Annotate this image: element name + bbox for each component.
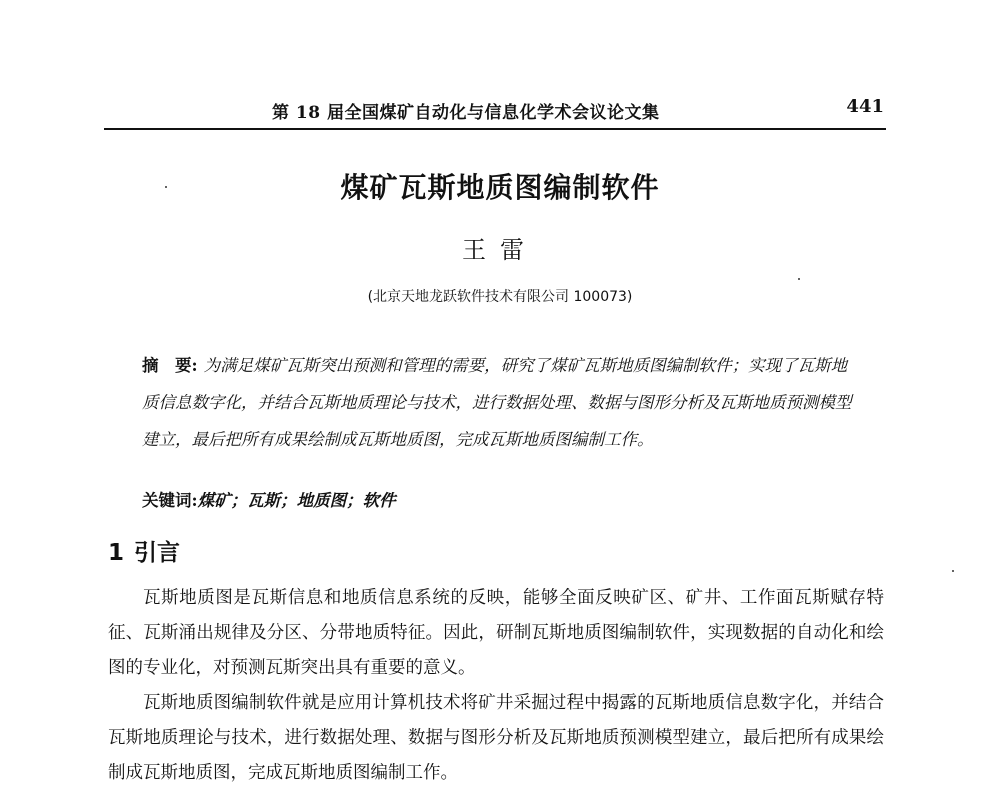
abstract-block: [142, 347, 862, 458]
running-header: [104, 94, 886, 130]
scan-speck: [798, 278, 800, 280]
keywords-text: 煤矿；瓦斯；地质图；软件: [197, 491, 396, 510]
journal-title: 第 18 届全国煤矿自动化与信息化学术会议论文集: [272, 103, 660, 123]
scan-speck: [952, 570, 954, 572]
scan-speck: [165, 186, 167, 188]
page-number: 441: [846, 96, 884, 117]
section-title: 引言: [134, 540, 181, 566]
keywords-block: [142, 487, 396, 511]
keywords-label: 关键词:: [142, 491, 198, 510]
section-heading: [108, 534, 180, 567]
abstract-text: 为满足煤矿瓦斯突出预测和管理的需要，研究了煤矿瓦斯地质图编制软件；实现了瓦斯地质信息数字化，并结合瓦斯地质理论与技术，进行数据处理、数据与图形分析及瓦斯地质预测模型建立，最后把所有成果绘制成瓦斯地质图，完成瓦斯地质图编制工作。: [142, 356, 852, 449]
abstract-label: 摘 要:: [142, 356, 198, 375]
paper-title: 煤矿瓦斯地质图编制软件: [340, 171, 660, 204]
section-number: 1: [108, 540, 125, 566]
body-paragraph: 瓦斯地质图是瓦斯信息和地质信息系统的反映，能够全面反映矿区、矿井、工作面瓦斯赋存特征、瓦斯涌出规律及分区、分带地质特征。因此，研制瓦斯地质图编制软件，实现数据的自动化和绘图的专业化，对预测瓦斯突出具有重要的意义。: [108, 588, 884, 678]
body-paragraph: 瓦斯地质图编制软件就是应用计算机技术将矿井采掘过程中揭露的瓦斯地质信息数字化，并结合瓦斯地质理论与技术，进行数据处理、数据与图形分析及瓦斯地质预测模型建立，最后把所有成果绘制成瓦斯地质图，完成瓦斯地质图编制工作。: [108, 693, 884, 783]
author-affiliation: (北京天地龙跃软件技术有限公司 100073): [367, 289, 633, 305]
author-name: 王雷: [462, 236, 538, 264]
